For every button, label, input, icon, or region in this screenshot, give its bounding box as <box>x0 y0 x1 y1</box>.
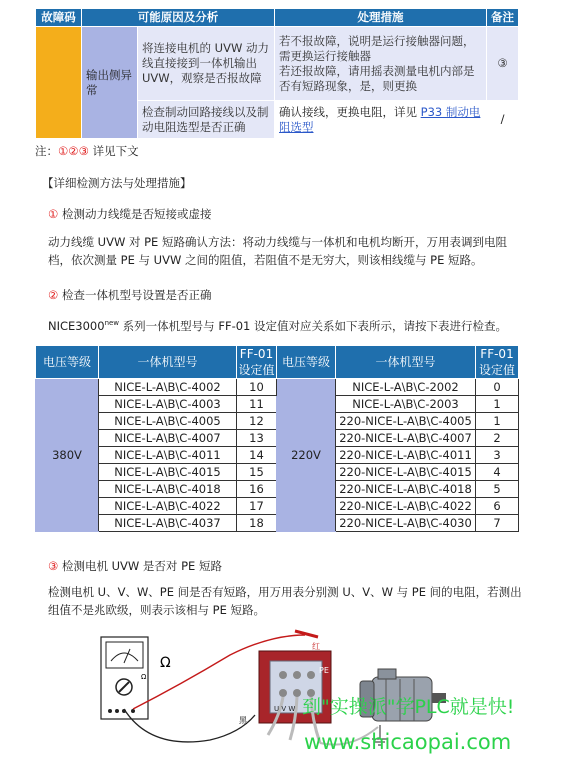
ff01-value-cell: 4 <box>476 464 519 481</box>
red-label: 红 <box>312 642 320 651</box>
ff01-value-cell: 2 <box>476 430 519 447</box>
ff01-value-cell: 14 <box>237 447 277 464</box>
item-3-body: 检测电机 U、V、W、PE 间是否有短路，用万用表分别测 U、V、W 与 PE 间的电阻，若测出组值不是兆欧级，则表示该相与 PE 短路。 <box>48 585 522 617</box>
model-cell: NICE-L-A\B\C-4003 <box>99 396 237 413</box>
ohm-label: Ω <box>160 655 171 671</box>
section-title: 【详细检测方法与处理措施】 <box>42 176 192 190</box>
model-cell: 220-NICE-L-A\B\C-4022 <box>336 498 476 515</box>
item-1-num: ① <box>48 207 59 221</box>
note-marks: ①②③ <box>58 144 89 158</box>
remark-cell: ③ <box>487 27 519 101</box>
model-cell: 220-NICE-L-A\B\C-4018 <box>336 481 476 498</box>
header-voltage-right: 电压等级 <box>277 346 336 379</box>
note-prefix: 注： <box>35 144 58 158</box>
model-cell: 220-NICE-L-A\B\C-4015 <box>336 464 476 481</box>
model-cell: NICE-L-A\B\C-4007 <box>99 430 237 447</box>
watermark-url: www.shicaopai.com <box>304 730 512 754</box>
model-cell: NICE-L-A\B\C-2003 <box>336 396 476 413</box>
model-cell: NICE-L-A\B\C-4005 <box>99 413 237 430</box>
ff01-value-cell: 17 <box>237 498 277 515</box>
item-1-body: 动力线缆 UVW 对 PE 短路确认方法：将动力线缆与一体机和电机均断开，万用表调到电阻档，依次测量 PE 与 UVW 之间的阻值，若阻值不是无穷大，则该相线缆与 PE 短路。 <box>48 235 507 267</box>
model-table <box>35 345 519 532</box>
item-1-title-text: 检测动力线缆是否短接或虚接 <box>58 207 212 221</box>
item-2-title <box>48 287 211 303</box>
fault-code-cell <box>36 27 82 139</box>
remark-cell: / <box>487 101 519 139</box>
model-cell: NICE-L-A\B\C-4018 <box>99 481 237 498</box>
model-cell: NICE-L-A\B\C-4011 <box>99 447 237 464</box>
header-ff01-left: FF-01 设定值 <box>238 347 275 377</box>
ff01-value-cell: 10 <box>237 379 277 396</box>
item-3-num: ③ <box>48 559 59 573</box>
fault-table <box>35 8 519 139</box>
cause-cell: 将连接电机的 UVW 动力线直接接到一体机输出UVW，观察是否报故障 <box>138 27 275 101</box>
header-model-right: 一体机型号 <box>336 346 476 379</box>
wiring-diagram <box>0 615 563 760</box>
footnote <box>35 143 139 159</box>
item-2-title-text: 检查一体机型号设置是否正确 <box>58 288 212 302</box>
item-2-body <box>48 314 522 335</box>
model-cell: NICE-L-A\B\C-4002 <box>99 379 237 396</box>
model-table-body <box>36 379 519 532</box>
model-cell: 220-NICE-L-A\B\C-4005 <box>336 413 476 430</box>
model-cell: NICE-L-A\B\C-4022 <box>99 498 237 515</box>
black-label: 黑 <box>239 716 247 725</box>
brake-resistor-link[interactable]: P33 制动电阻选型 <box>279 104 481 134</box>
ff01-value-cell: 12 <box>237 413 277 430</box>
meter-ohm-label: Ω <box>141 673 147 681</box>
table-row <box>36 379 519 396</box>
ff01-value-cell: 15 <box>237 464 277 481</box>
header-fault-code: 故障码 <box>36 9 82 27</box>
model-cell: NICE-L-A\B\C-4015 <box>99 464 237 481</box>
note-suffix: 详见下文 <box>88 144 139 158</box>
model-cell: 220-NICE-L-A\B\C-4007 <box>336 430 476 447</box>
voltage-220-cell: 220V <box>277 379 336 532</box>
ff01-value-cell: 5 <box>476 481 519 498</box>
ff01-value-cell: 1 <box>476 396 519 413</box>
item-2-body-prefix: NICE3000 <box>48 318 105 333</box>
ff01-value-cell: 7 <box>476 515 519 532</box>
header-voltage-left: 电压等级 <box>36 346 99 379</box>
fault-table-header <box>36 9 519 27</box>
header-action: 处理措施 <box>275 9 487 27</box>
action-cell: 若不报故障，说明是运行接触器问题，需更换运行接触器 若还报故障，请用摇表测量电机内部是否有短路现象，是，则更换 <box>275 27 487 101</box>
ff01-value-cell: 3 <box>476 447 519 464</box>
ff01-value-cell: 13 <box>237 430 277 447</box>
ff01-value-cell: 1 <box>476 413 519 430</box>
terminal-labels: U V W <box>274 705 296 713</box>
ff01-value-cell: 11 <box>237 396 277 413</box>
item-2-num: ② <box>48 288 59 302</box>
header-remark: 备注 <box>487 9 519 27</box>
header-ff01-right: FF-01 设定值 <box>476 346 519 379</box>
model-table-header <box>36 346 519 379</box>
header-cause: 可能原因及分析 <box>82 9 275 27</box>
model-cell: 220-NICE-L-A\B\C-4030 <box>336 515 476 532</box>
action-cell <box>275 101 487 139</box>
ff01-value-cell: 0 <box>476 379 519 396</box>
header-model-left: 一体机型号 <box>99 346 237 379</box>
ff01-value-cell: 6 <box>476 498 519 515</box>
voltage-380-cell: 380V <box>36 379 99 532</box>
ff01-value-cell: 16 <box>237 481 277 498</box>
item-2-body-sup: new <box>104 319 120 327</box>
model-cell: NICE-L-A\B\C-2002 <box>336 379 476 396</box>
action-text: 确认接线，更换电阻，详见 <box>279 104 421 119</box>
red-probe <box>295 631 318 637</box>
watermark-slogan: 到"实操派"学PLC就是快! <box>302 696 515 718</box>
table-row <box>36 27 519 101</box>
category-cell: 输出侧异常 <box>82 27 138 139</box>
item-3-title-text: 检测电机 UVW 是否对 PE 短路 <box>58 559 222 573</box>
item-2-body-suffix: 系列一体机型号与 FF-01 设定值对应关系如下表所示，请按下表进行检查。 <box>119 318 508 333</box>
model-cell: NICE-L-A\B\C-4037 <box>99 515 237 532</box>
item-1-title <box>48 206 211 222</box>
item-3-title <box>48 558 222 574</box>
ff01-value-cell: 18 <box>237 515 277 532</box>
cause-cell: 检查制动回路接线以及制动电阻选型是否正确 <box>138 101 275 139</box>
pe-label: PE <box>319 666 329 675</box>
model-cell: 220-NICE-L-A\B\C-4011 <box>336 447 476 464</box>
